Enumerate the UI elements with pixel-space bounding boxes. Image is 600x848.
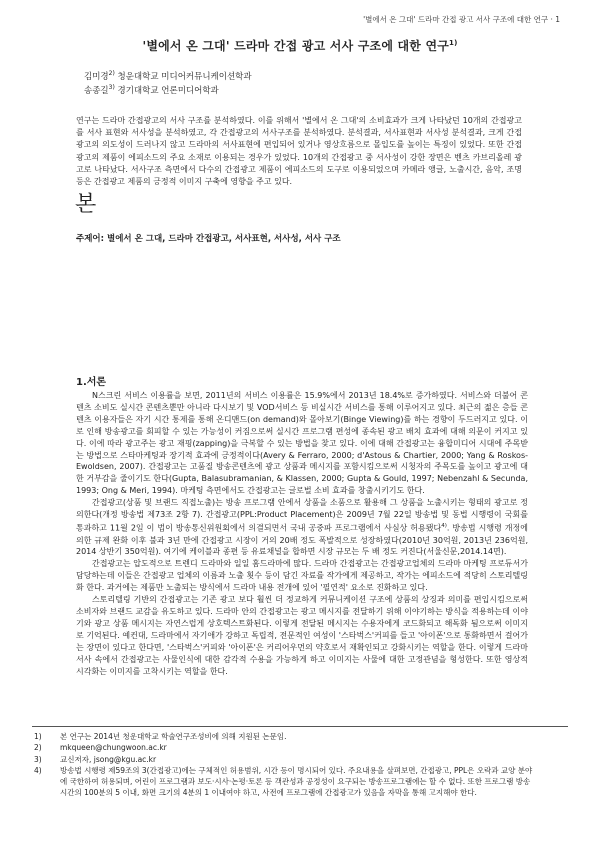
keywords: 주제어: 별에서 온 그대, 드라마 간접광고, 서사표현, 서사성, 서사 구조 xyxy=(76,234,341,244)
paragraph-text-tail: . 방송법 시행령 개정에 의한 규제 완화 이후 불과 3년 만에 간접광고 시장이 거의 20배 정도 폭발적으로 성장하였다(2010년 30억원, 2013년 236억원, 2014 상반기 350억원). 여기에 케이블과 종편 등 유료채널을 합하면 시장 규모는 두 배 정도 커진다(서울신문,2014.14면). xyxy=(76,523,528,557)
paragraph xyxy=(76,497,528,558)
paper-title: '별에서 온 그대' 드라마 간접 광고 서사 구조에 대한 연구 xyxy=(142,39,450,53)
footnote-mark: 4) xyxy=(441,522,447,529)
paragraph xyxy=(76,558,528,594)
author-affiliation: 경기대학교 언론미디어학과 xyxy=(114,86,219,96)
footnote-number: 4) xyxy=(34,765,42,775)
footnotes xyxy=(34,731,534,799)
large-character: 본 xyxy=(75,192,97,217)
paragraph-text: 간접광고(상품 및 브랜드 직접노출)는 방송 프로그램 안에서 상품을 소품으로 활용해 그 상품을 노출시키는 형태의 광고로 정의한다(개정 방송법 제73조 2항 7). 간접광고(PPL:Product Placement)은 2009년 7월 22일 방송법 및 동법 시행령이 국회를 통과하고 11월 2일 이 법이 방송통신위원회에서 의결되면서 국내 공중파 프로그램에서 사실상 허용됐다 xyxy=(76,498,528,533)
author-footnote-mark: 2) xyxy=(108,70,115,78)
footnote-text: 방송법 시행령 제59조의 3(간접광고)에는 구체적인 허용범위, 시간 등이 명시되어 있다. 주요내용을 살펴보면, 간접광고, PPL은 오락과 교양 분야에 국한하여 허용되며, 어린이 프로그램과 보도·시사·논평·토론 등 객관성과 공정성이 요구되는 방송프로그램에는 할 수 없다. 또한 프로그램 방송 시간의 100분의 5 이내, 화면 크기의 4분의 1 이내여야 하고, 사전에 프로그램에 간접광고가 있음을 자막을 통해 고지해야 한다. xyxy=(60,765,533,798)
running-head: '별에서 온 그대' 드라마 간접 광고 서사 구조에 대한 연구 · 1 xyxy=(363,15,560,24)
title-footnote-mark: 1) xyxy=(449,39,458,47)
footnote-number: 1) xyxy=(34,732,42,741)
footnote-text: mkqueen@chungwoon.ac.kr xyxy=(60,743,167,753)
author-footnote-mark: 3) xyxy=(108,84,115,92)
paragraph xyxy=(76,594,528,677)
author-affiliation: 청운대학교 미디어커뮤니케이션학과 xyxy=(114,72,252,82)
footnote xyxy=(34,765,534,799)
paragraph xyxy=(76,390,528,497)
footnote xyxy=(34,731,534,742)
paper-title-block xyxy=(0,37,600,54)
footnote-number: 2) xyxy=(34,743,42,753)
footnote xyxy=(34,754,534,765)
footnote-divider xyxy=(32,726,568,727)
footnote-text: 본 연구는 2014년 청운대학교 학술연구조성비에 의해 지원된 논문임. xyxy=(60,732,287,741)
paragraph-text: 스토리텔링 기반의 간접광고는 기존 광고 보다 훨씬 더 정교하게 커뮤니케이션 구조에 상품의 상징과 의미를 편입시킴으로써 소비자와 브랜드 교감을 유도하고 있다. 드라마 안의 간접광고는 광고 메시지를 전달하기 위해 이야기하는 방식을 적용하는데 이야기와 광고 상품 메시지는 자연스럽게 상호텍스트화된다. 이렇게 전달된 메시지는 수용자에게 코드화되고 해독화 됨으로써 이미지로 기억된다. 예컨대, 드라마에서 자기애가 강하고 독립적, 전문적인 여성이 '스타벅스'커피를 들고 '아이폰'으로 통화하면서 걸어가는 장면이 있다고 한다면, '스타벅스'커피와 '아이폰'은 커리어우먼의 약호로서 재확인되고 강화시키는 역할을 한다. 이렇게 드라마 서사 속에서 간접광고는 사물인식에 대한 감각적 수용을 가능하게 하고 이미지는 사물에 대한 고정관념을 형성한다. 또한 영상적 시각화는 이미지를 고착시키는 역할을 한다. xyxy=(76,595,528,676)
abstract: 연구는 드라마 간접광고의 서사 구조를 분석하였다. 이를 위해서 '별에서 온 그대'의 소비효과가 크게 나타났던 10개의 간접광고를 서사 표현와 서사성을 분석하였고, 각 간접광고의 서사구조를 분석하였다. 분석결과, 서사표현과 서사성 분석결과, 크게 간접광고의 의도성이 드러나지 않고 드라마의 서사표현에 편입되어 있거나 영상흐름으로 몰입도를 높이는 특징이 있었다. 또한 간접광고의 제품이 에피소드의 주요 소재로 이용되는 경우가 있었다. 10개의 간접광고 중 서사성이 강한 장면은 벤츠 카브리올레 광고로 나타났다. 서사구조 측면에서 다수의 간접광고 제품이 에피소드의 도구로 이용되었으며 카메라 앵글, 노출시간, 음악, 조명등은 간접광고 제품의 긍정적 이미지 구축에 영향을 주고 있다. xyxy=(76,116,522,187)
footnote-text: 교신저자, jsong@kgu.ac.kr xyxy=(60,754,157,764)
footnote xyxy=(34,742,534,753)
author-name: 김미경 xyxy=(84,72,109,82)
author-line xyxy=(84,84,219,96)
paragraph-text: 간접광고는 압도적으로 트렌디 드라마와 일일 홈드라마에 많다. 드라마 간접광고는 간접광고업체의 드라마 마케팅 프로듀서가 담당하는데 이들은 간접광고 업체의 이름과 노출 횟수 등이 담긴 자료를 작가에게 제공하고, 작가는 에피소드에 적당히 스토리텔링화 한다. 과거에는 제품만 노출되는 방식에서 드라마 내용 전개에 있어 '필연적' 요소로 진화하고 있다. xyxy=(76,559,528,593)
footnote-number: 3) xyxy=(34,754,42,764)
body-text xyxy=(76,390,528,677)
author-line xyxy=(84,70,252,82)
author-name: 송종길 xyxy=(84,86,109,96)
paragraph-text: N스크린 서비스 이용률을 보면, 2011년의 서비스 이용률은 15.9%에서 2013년 18.4%로 증가하였다. 서비스와 더불어 콘텐츠 소비도 실시간 콘텐츠뿐만 아니라 다시보기 및 VOD서비스 등 비실시간 서비스를 통해 이루어지고 있다. 최근의 젊은 층들 콘텐츠 이용자들은 자기 시간 통제를 통해 온디맨드(on demand)와 몰아보기(Binge Viewing)를 하는 경향이 두드러지고 있다. 이로 인해 방송광고를 회피할 수 있는 가능성이 커짐으로써 실시간 프로그램 편성에 종속된 광고 배치 효과에 대해 의문이 커지고 있다. 이에 따라 광고주는 광고 재핑(zapping)을 극복할 수 있는 방법을 찾고 있다. 이에 대해 간접광고는 융합미디어 시대에 주목받는 방법으로 스타마케팅과 장기적 효과에 긍정적이다(Avery & Ferraro, 2000; d'Astous & Chartier, 2000; Yang & Roskos-Ewoldsen, 2007). 간접광고는 고품질 방송콘텐츠에 광고 상품과 메시지를 포함시킴으로써 시청자의 주목도를 높이고 광고에 대한 거부감을 줄이기도 한다(Gupta, Balasubramanian, & Klassen, 2000; Gupta & Gould, 1997; Nebenzahl & Secunda, 1993; Ong & Meri, 1994). 마케팅 측면에서도 간접광고는 글로벌 소비 효과를 창출시키기도 한다. xyxy=(76,391,528,496)
section-heading: 1.서론 xyxy=(76,377,107,388)
